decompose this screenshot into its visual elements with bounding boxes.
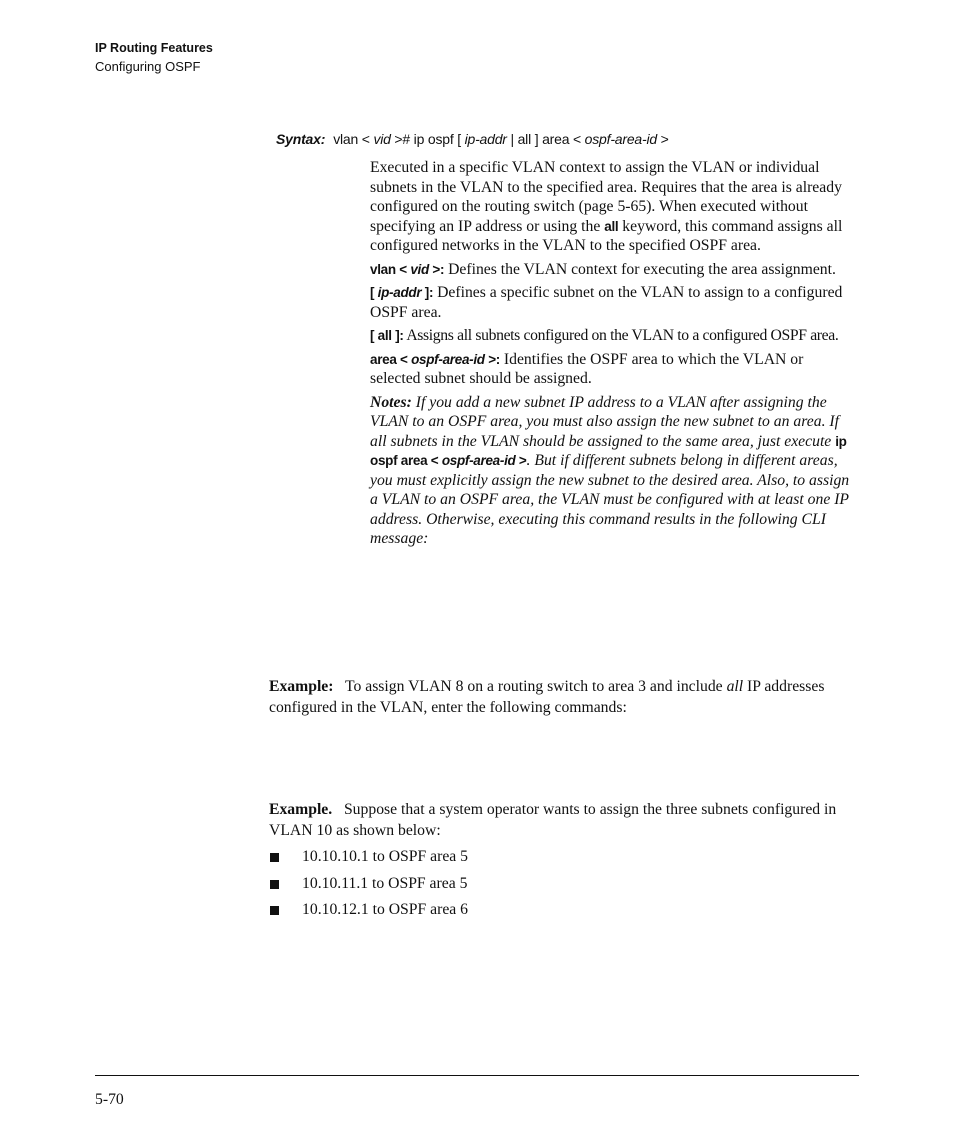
notes-label: Notes: (370, 393, 412, 411)
param-ip-addr-text: Defines a specific subnet on the VLAN to assign to a configured OSPF area. (370, 284, 843, 321)
notes-command: ip ospf area < ospf-area-id > (370, 433, 847, 468)
param-all-text: Assigns all subnets configured on the VLAN to a configured OSPF area. (403, 327, 839, 344)
description-paragraph (370, 158, 854, 256)
notes-text: . But if different subnets belong in different areas, you must explicitly assign the new subnet to the desired area. Also, to assign a VLAN to an OSPF area, the VLAN must be configured with at least one IP address. Otherwise, executing this command results in the following CLI message: (370, 452, 850, 547)
param-vlan (370, 260, 854, 280)
param-area-text: Identifies the OSPF area to which the VLAN or selected subnet should be assigned. (370, 350, 804, 387)
text: keyword, this command assigns all configured networks in the VLAN to the specified OSPF area. (370, 217, 843, 254)
syntax-description (370, 158, 854, 553)
syntax-part: vlan < (333, 131, 374, 147)
list-item-text: 10.10.11.1 to OSPF area 5 (302, 874, 468, 892)
example-1 (269, 676, 859, 718)
param-ip-addr-keyword: [ ip-addr ]: (370, 285, 434, 300)
bullet-square-icon (270, 906, 279, 915)
example-2 (269, 799, 859, 841)
keyword-all: all (604, 218, 619, 234)
notes-paragraph (370, 393, 854, 549)
example-1-label: Example: (269, 678, 334, 695)
syntax-ip-addr: ip-addr (464, 131, 507, 147)
running-header-title: IP Routing Features (95, 41, 213, 55)
list-item-text: 10.10.12.1 to OSPF area 6 (302, 901, 469, 918)
param-all-keyword: [ all ]: (370, 328, 404, 343)
page-number: 5-70 (95, 1091, 124, 1108)
example-1-emphasis: all (726, 678, 744, 695)
param-vlan-keyword: vlan < vid >: (370, 261, 445, 277)
list-item (269, 901, 829, 928)
param-vlan-text: Defines the VLAN context for executing the area assignment. (444, 260, 836, 278)
example-1-text: To assign VLAN 8 on a routing switch to area 3 and include (344, 678, 727, 695)
list-item-text: 10.10.10.1 to OSPF area 5 (302, 848, 469, 865)
param-area (370, 350, 854, 389)
param-area-keyword: area < ospf-area-id >: (370, 351, 500, 367)
param-ip-addr (370, 283, 854, 322)
example-2-text: Suppose that a system operator wants to assign the three subnets configured in VLAN 10 as shown below: (269, 801, 837, 839)
notes-text: If you add a new subnet IP address to a VLAN after assigning the VLAN to an OSPF area, you must also assign the new subnet to an area. If all subnets in the VLAN should be assigned to the same area, just execute (370, 393, 840, 450)
bullet-square-icon (270, 880, 279, 889)
syntax-vid: vid (373, 131, 391, 147)
text: Executed in a specific VLAN context to assign the VLAN or individual subnets in the VLAN to the specified area. Requires that the area is already configured on the routing switch (page 5-65). When executed without specifying an IP address or using the (370, 159, 842, 235)
subnet-list (269, 848, 829, 928)
syntax-label: Syntax: (276, 131, 326, 147)
example-1-text: IP addresses configured in the VLAN, enter the following commands: (269, 678, 825, 716)
param-all (370, 326, 854, 346)
running-header-subtitle: Configuring OSPF (95, 59, 201, 74)
syntax-area-id: ospf-area-id (584, 131, 657, 147)
list-item (269, 875, 829, 902)
syntax-line (276, 131, 669, 147)
bullet-square-icon (270, 853, 279, 862)
syntax-part: | all ] area < (506, 131, 585, 147)
example-2-label: Example. (269, 801, 333, 818)
footer-divider (95, 1075, 859, 1076)
list-item (269, 848, 829, 875)
syntax-part: > (656, 131, 669, 147)
syntax-part: ># ip ospf [ (390, 131, 465, 147)
